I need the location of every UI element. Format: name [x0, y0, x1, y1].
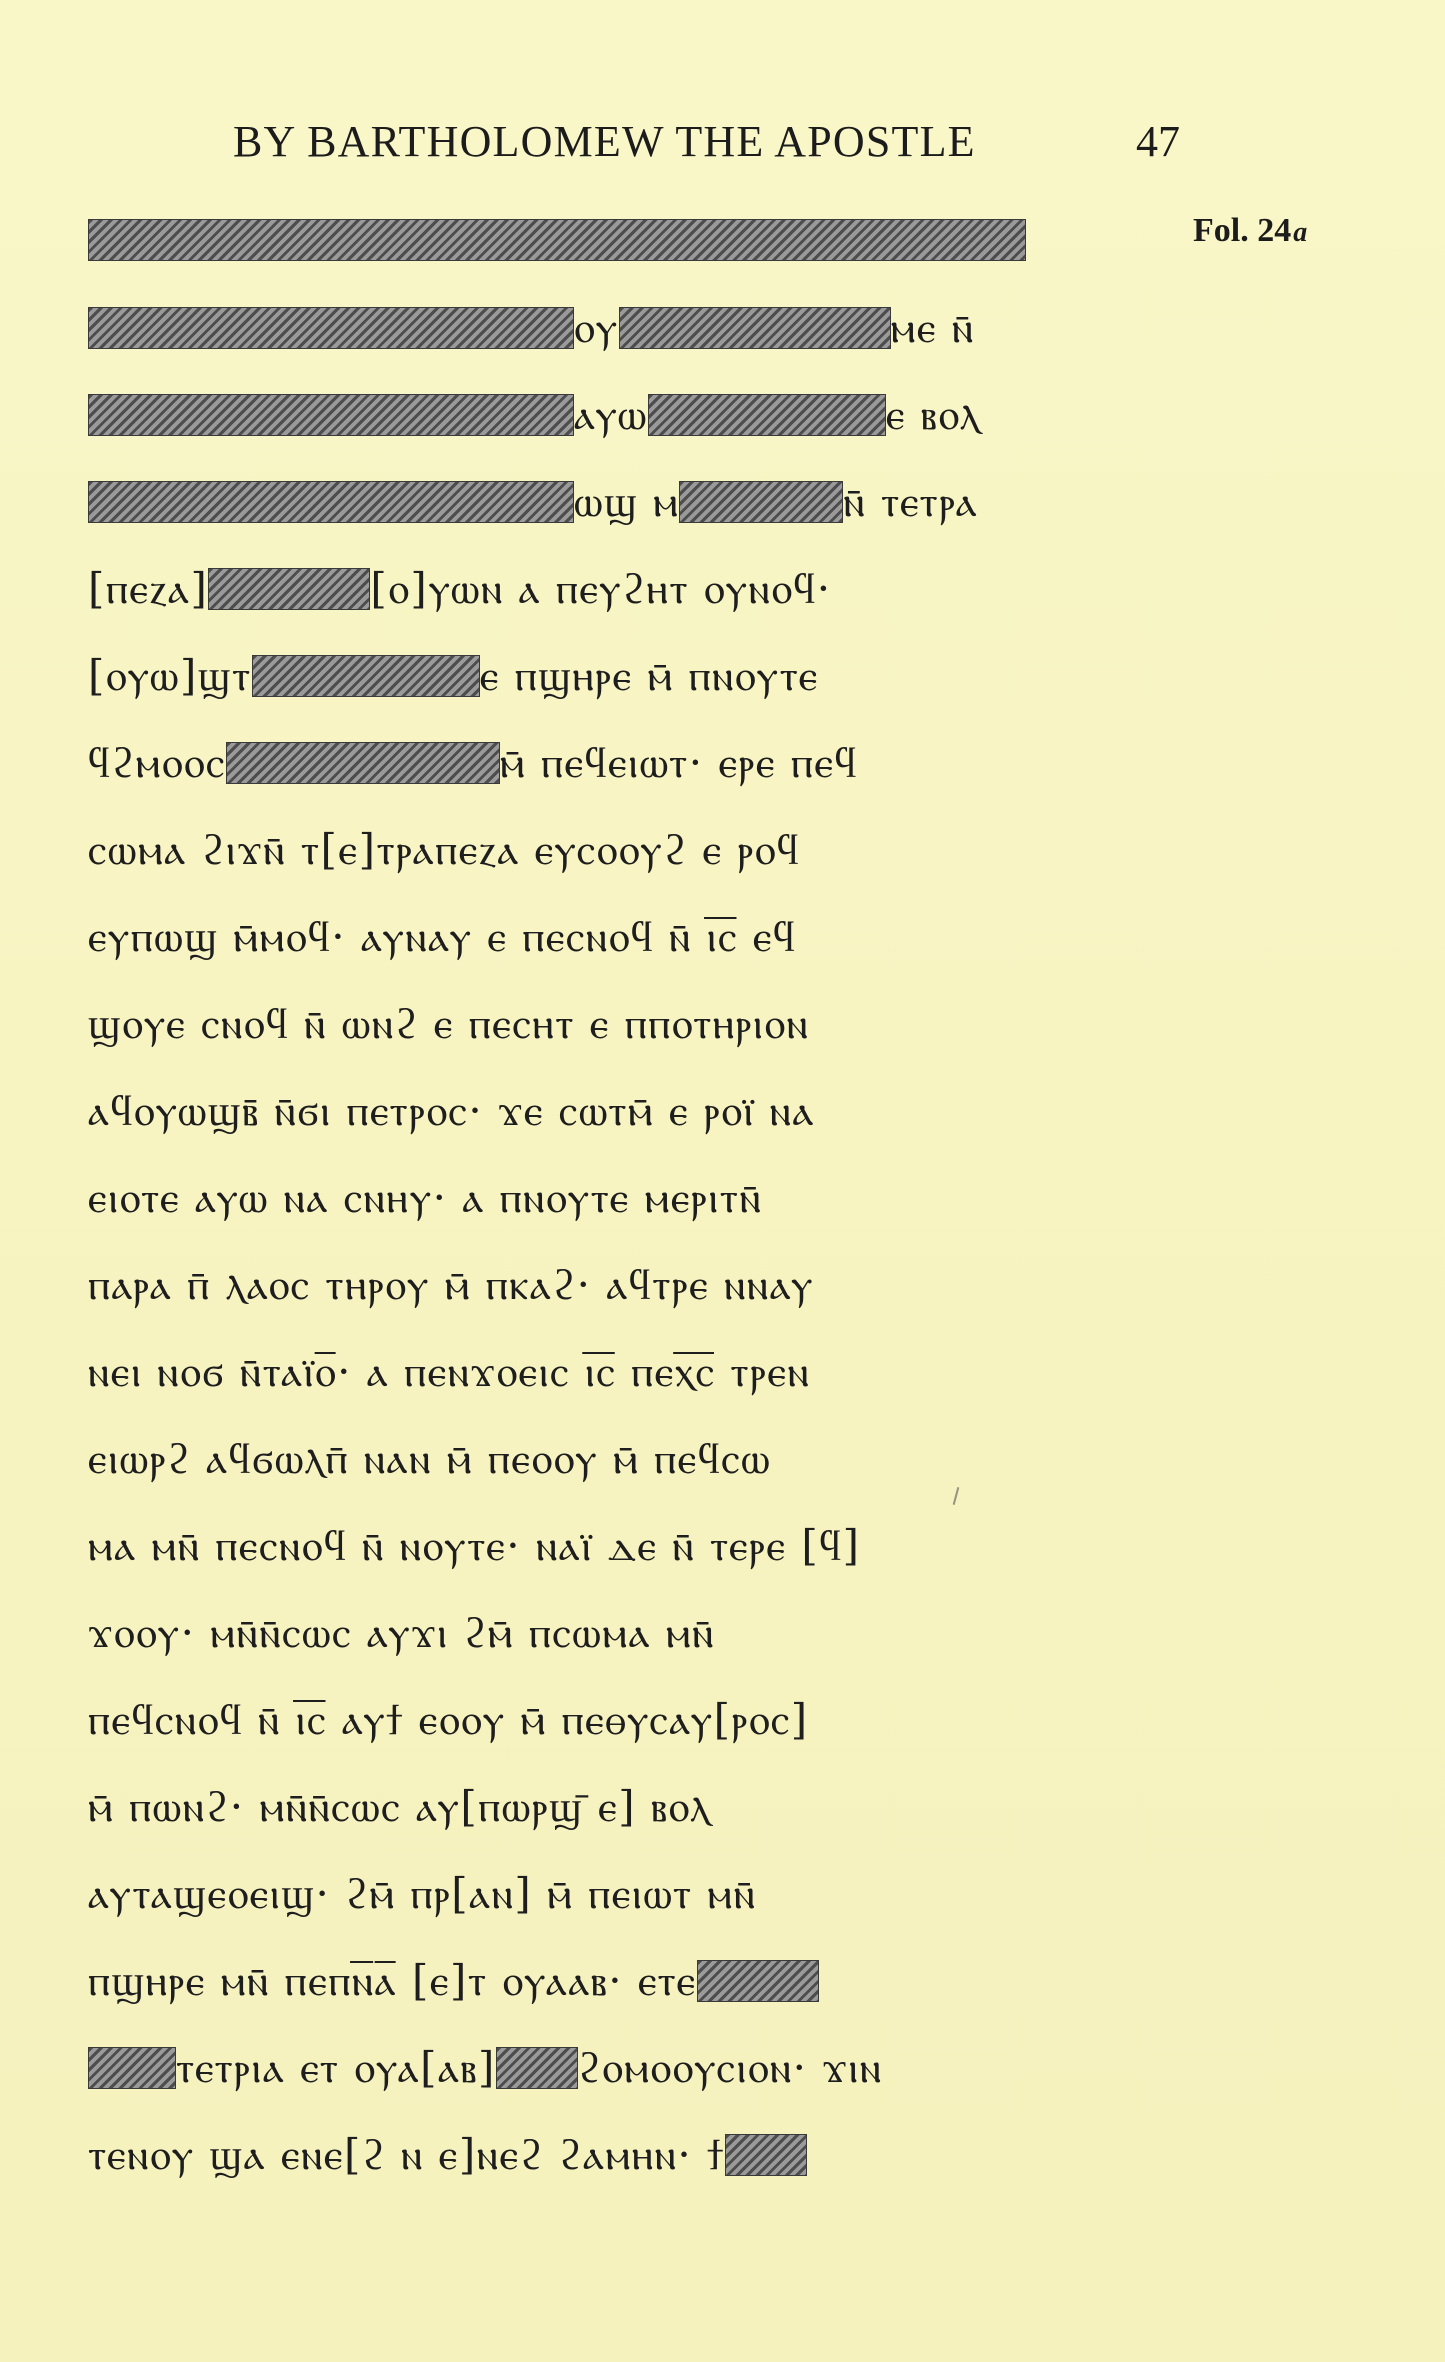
lacuna-block: [725, 2134, 807, 2176]
text-line: [88, 385, 981, 445]
coptic-text: ⲱϣ ⲙ: [574, 477, 680, 526]
text-line: [88, 1168, 762, 1228]
running-title: BY BARTHOLOMEW THE APOSTLE: [233, 117, 976, 166]
lacuna-block: [697, 1960, 819, 2002]
page-number: 47: [1136, 117, 1180, 166]
text-line: [88, 1690, 809, 1750]
lacuna-block: [88, 481, 574, 523]
coptic-text: ⲙ̄ ⲡⲱⲛϩ· ⲙⲛ̄ⲛ̄ⲥⲱⲥ ⲁⲩ[ⲡⲱⲣϣ̄ ⲉ] ⲃⲟⲗ: [88, 1782, 712, 1831]
text-line: [88, 1081, 815, 1141]
coptic-text: ⲡϣⲏⲣⲉ ⲙⲛ̄ ⲡⲉⲡⲛ̅ⲁ̅ [ⲉ]ⲧ ⲟⲩⲁⲁⲃ· ⲉⲧⲉ: [88, 1956, 697, 2005]
coptic-text: ϫⲟⲟⲩ· ⲙⲛ̄ⲛ̄ⲥⲱⲥ ⲁⲩϫⲓ ϩⲙ̄ ⲡⲥⲱⲙⲁ ⲙⲛ̄: [88, 1608, 715, 1657]
text-line: [88, 298, 975, 358]
text-line: [88, 1951, 819, 2011]
coptic-text: ⲉⲩⲡⲱϣ ⲙ̄ⲙⲟϥ· ⲁⲩⲛⲁⲩ ⲉ ⲡⲉⲥⲛⲟϥ ⲛ̄ ⲓ̅ⲥ̅ ⲉϥ: [88, 912, 797, 961]
coptic-text: ϥϩⲙⲟⲟⲥ: [88, 738, 226, 787]
coptic-text: ⲉⲓⲱⲣϩ ⲁϥϭⲱⲗⲡ̄ ⲛⲁⲛ ⲙ̄ ⲡⲉⲟⲟⲩ ⲙ̄ ⲡⲉϥⲥⲱ: [88, 1434, 772, 1483]
coptic-text: ⲥⲱⲙⲁ ϩⲓϫⲛ̄ ⲧ[ⲉ]ⲧⲣⲁⲡⲉⲍⲁ ⲉⲩⲥⲟⲟⲩϩ ⲉ ⲣⲟϥ: [88, 825, 801, 874]
coptic-text: ⲛ̄ ⲧⲉⲧⲣⲁ: [843, 477, 979, 526]
folio-reference: [1193, 212, 1307, 250]
lacuna-block: [88, 219, 1026, 261]
coptic-text: ⲁⲩⲱ: [574, 390, 648, 439]
text-line: [88, 1603, 715, 1663]
lacuna-block: [619, 307, 891, 349]
lacuna-block: [648, 394, 886, 436]
text-line: [88, 1777, 711, 1837]
coptic-text: ⲁϥⲟⲩⲱϣⲃ̄ ⲛ̄ϭⲓ ⲡⲉⲧⲣⲟⲥ· ϫⲉ ⲥⲱⲧⲙ̄ ⲉ ⲣⲟⲓ̈ ⲛⲁ: [88, 1086, 815, 1135]
lacuna-block: [252, 655, 480, 697]
folio-label: Fol. 24: [1193, 212, 1292, 249]
coptic-text: ⲙⲉ ⲛ̄: [890, 303, 975, 352]
text-line: [88, 472, 978, 532]
text-line: [88, 1342, 810, 1402]
text-line: [88, 2125, 807, 2185]
coptic-text: ⲁⲩⲧⲁϣⲉⲟⲉⲓϣ· ϩⲙ̄ ⲡⲣ[ⲁⲛ] ⲙ̄ ⲡⲉⲓⲱⲧ ⲙⲛ̄: [88, 1869, 757, 1918]
folio-suffix: a: [1293, 217, 1308, 248]
coptic-text: ⲡⲁⲣⲁ ⲡ̄ ⲗⲁⲟⲥ ⲧⲏⲣⲟⲩ ⲙ̄ ⲡⲕⲁϩ· ⲁϥⲧⲣⲉ ⲛⲛⲁⲩ: [88, 1260, 815, 1309]
lacuna-block: [88, 394, 574, 436]
coptic-text: [ⲟⲩⲱ]ϣⲧ: [88, 651, 252, 700]
text-line: [88, 646, 819, 706]
lacuna-block: [496, 2047, 578, 2089]
coptic-text: ⲉ ⲃⲟⲗ: [885, 390, 981, 439]
coptic-text: ⲟⲩ: [574, 303, 619, 352]
coptic-text: ⲙⲁ ⲙⲛ̄ ⲡⲉⲥⲛⲟϥ ⲛ̄ ⲛⲟⲩⲧⲉ· ⲛⲁⲓ̈ ⲇⲉ ⲛ̄ ⲧⲉⲣⲉ [ϥ]: [88, 1521, 861, 1570]
coptic-text: [ⲡⲉⲍⲁ]: [88, 564, 209, 613]
coptic-text: ϣⲟⲩⲉ ⲥⲛⲟϥ ⲛ̄ ⲱⲛϩ ⲉ ⲡⲉⲥⲏⲧ ⲉ ⲡⲡⲟⲧⲏⲣⲓⲟⲛ: [88, 999, 810, 1048]
coptic-text: ⲉⲓⲟⲧⲉ ⲁⲩⲱ ⲛⲁ ⲥⲛⲏⲩ· ⲁ ⲡⲛⲟⲩⲧⲉ ⲙⲉⲣⲓⲧⲛ̄: [88, 1173, 763, 1222]
text-line: [88, 2038, 883, 2098]
text-line: [88, 210, 1026, 270]
text-line: [88, 1516, 861, 1576]
text-line: [88, 994, 809, 1054]
text-line: [88, 907, 796, 967]
lacuna-block: [88, 307, 574, 349]
lacuna-block: [226, 742, 500, 784]
coptic-text: ⲉ ⲡϣⲏⲣⲉ ⲙ̄ ⲡⲛⲟⲩⲧⲉ: [479, 651, 819, 700]
text-line: [88, 1255, 814, 1315]
text-line: [88, 820, 800, 880]
text-line: [88, 559, 832, 619]
coptic-text: ⲛⲉⲓ ⲛⲟϭ ⲛ̄ⲧⲁⲓ̈ⲟ̅· ⲁ ⲡⲉⲛϫⲟⲉⲓⲥ ⲓ̅ⲥ̅ ⲡⲉⲭ̅ⲥ̅ ⲧⲣⲉⲛ: [88, 1347, 811, 1396]
coptic-text: ⲧⲉⲧⲣⲓⲁ ⲉⲧ ⲟⲩⲁ[ⲁⲃ]: [176, 2043, 496, 2092]
coptic-text: ϩⲟⲙⲟⲟⲩⲥⲓⲟⲛ· ϫⲓⲛ: [577, 2043, 883, 2092]
coptic-text: ⲙ̄ ⲡⲉϥⲉⲓⲱⲧ· ⲉⲣⲉ ⲡⲉϥ: [499, 738, 858, 787]
lacuna-block: [679, 481, 843, 523]
text-line: [88, 1864, 756, 1924]
text-line: [88, 733, 858, 793]
coptic-text: [ⲟ]ⲩⲱⲛ ⲁ ⲡⲉⲩϩⲏⲧ ⲟⲩⲛⲟϥ·: [370, 564, 832, 613]
coptic-text: ⲧⲉⲛⲟⲩ ϣⲁ ⲉⲛⲉ[ϩ ⲛ ⲉ]ⲛⲉϩ ϩⲁⲙⲏⲛ· ϯ: [88, 2130, 725, 2179]
lacuna-block: [88, 2047, 176, 2089]
lacuna-block: [208, 568, 370, 610]
stray-pen-mark: [953, 1487, 960, 1505]
text-line: [88, 1429, 771, 1489]
coptic-text: ⲡⲉϥⲥⲛⲟϥ ⲛ̄ ⲓ̅ⲥ̅ ⲁⲩϯ ⲉⲟⲟⲩ ⲙ̄ ⲡⲉⲑⲩⲥⲁⲩ[ⲣⲟⲥ]: [88, 1695, 809, 1744]
